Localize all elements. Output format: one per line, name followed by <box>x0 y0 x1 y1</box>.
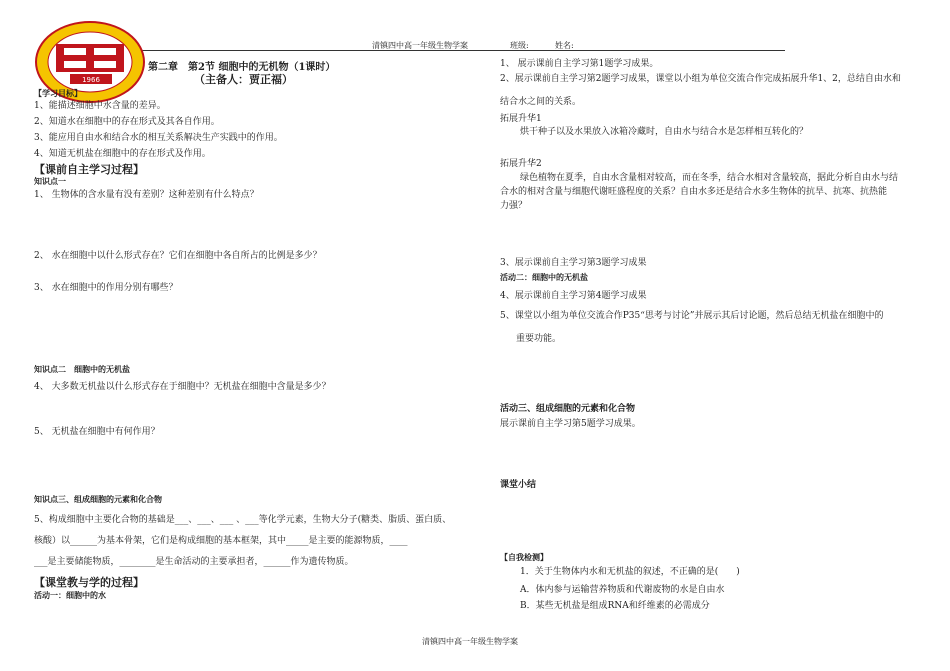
goal-3: 3、能应用自由水和结合水的相互关系解决生产实践中的作用。 <box>34 133 283 143</box>
right-item-2b: 结合水之间的关系。 <box>500 97 582 107</box>
self-check-heading: 【自我检测】 <box>500 553 548 562</box>
header-name-label: 姓名: <box>555 41 574 50</box>
right-item-3: 3、展示课前自主学习第3题学习成果 <box>500 258 647 268</box>
activity-2-heading: 活动二：细胞中的无机盐 <box>500 273 588 282</box>
activity-3-heading: 活动三、组成细胞的元素和化合物 <box>500 404 636 414</box>
knowledge-point-2: 知识点二 细胞中的无机盐 <box>34 365 130 374</box>
extension-2-line-2: 合水的相对含量与细胞代谢旺盛程度的关系？自由水多还是结合水多生物体的抗旱、抗寒、抗热能 <box>500 187 888 197</box>
self-check-option-a: A．体内参与运输营养物质和代谢废物的水是自由水 <box>520 585 725 595</box>
right-item-4: 4、展示课前自主学习第4题学习成果 <box>500 291 647 301</box>
header-title: 清镇四中高一年级生物学案 <box>372 41 468 50</box>
right-item-1: 1、 展示课前自主学习第1题学习成果。 <box>500 59 659 69</box>
activity-1-heading: 活动一：细胞中的水 <box>34 591 106 600</box>
right-item-2a: 2、展示课前自主学习第2题学习成果，课堂以小组为单位交流合作完成拓展升华1、2，总结自由水和 <box>500 74 901 84</box>
class-process-heading: 【课堂教与学的过程】 <box>34 576 144 589</box>
right-item-5a: 5、课堂以小组为单位交流合作P35“思考与讨论”并展示其后讨论题，然后总结无机盐在细胞中的 <box>500 311 884 321</box>
activity-3-text: 展示课前自主学习第5题学习成果。 <box>500 419 641 429</box>
extension-2-line-3: 力强？ <box>500 201 528 211</box>
self-check-option-b: B．某些无机盐是组成RNA和纤维素的必需成分 <box>520 601 710 611</box>
class-summary-heading: 课堂小结 <box>500 480 537 490</box>
goal-2: 2、知道水在细胞中的存在形式及其各自作用。 <box>34 117 220 127</box>
svg-text:1966: 1966 <box>82 76 100 84</box>
extension-2-line-1: 绿色植物在夏季，自由水含量相对较高，而在冬季，结合水相对含量较高，据此分析自由水与结 <box>520 173 899 183</box>
preclass-heading: 【课前自主学习过程】 <box>34 163 144 176</box>
question-3: 3、 水在细胞中的作用分别有哪些？ <box>34 283 178 293</box>
extension-2-heading: 拓展升华2 <box>500 159 542 169</box>
fill-blank-line-1: 5、构成细胞中主要化合物的基础是___、___、___ 、___等化学元素，生物大分子(糖类、脂质、蛋白质、 <box>34 515 452 525</box>
fill-blank-line-2: 核酸）以______为基本骨架，它们是构成细胞的基本框架，其中_____是主要的能源物质，____ <box>34 536 408 546</box>
lesson-title: 第二章 第2节 细胞中的无机物（1课时） <box>148 62 336 73</box>
fill-blank-line-3: ___是主要储能物质，________是生命活动的主要承担者，______作为遗传物质。 <box>34 557 354 567</box>
header-class-label: 班级: <box>510 41 529 50</box>
knowledge-point-3: 知识点三、组成细胞的元素和化合物 <box>34 495 162 504</box>
extension-1-heading: 拓展升华1 <box>500 114 542 124</box>
goals-heading: 【学习目标】 <box>34 89 82 98</box>
footer-title: 清镇四中高一年级生物学案 <box>422 637 518 646</box>
self-check-question-1: 1．关于生物体内水和无机盐的叙述，不正确的是( ) <box>520 567 740 577</box>
goal-4: 4、知道无机盐在细胞中的存在形式及作用。 <box>34 149 211 159</box>
lesson-author: （主备人：贾正福） <box>194 73 293 86</box>
question-2: 2、 水在细胞中以什么形式存在？它们在细胞中各自所占的比例是多少？ <box>34 251 322 261</box>
extension-1-text: 烘干种子以及水果放入冰箱冷藏时，自由水与结合水是怎样相互转化的？ <box>520 127 809 137</box>
right-item-5b: 重要功能。 <box>516 334 562 344</box>
knowledge-point-1: 知识点一 <box>34 177 66 186</box>
question-5: 5、 无机盐在细胞中有何作用？ <box>34 427 160 437</box>
goal-1: 1、能描述细胞中水含量的差异。 <box>34 101 166 111</box>
question-4: 4、 大多数无机盐以什么形式存在于细胞中？无机盐在细胞中含量是多少？ <box>34 382 331 392</box>
question-1: 1、 生物体的含水量有没有差别？这种差别有什么特点？ <box>34 190 259 200</box>
